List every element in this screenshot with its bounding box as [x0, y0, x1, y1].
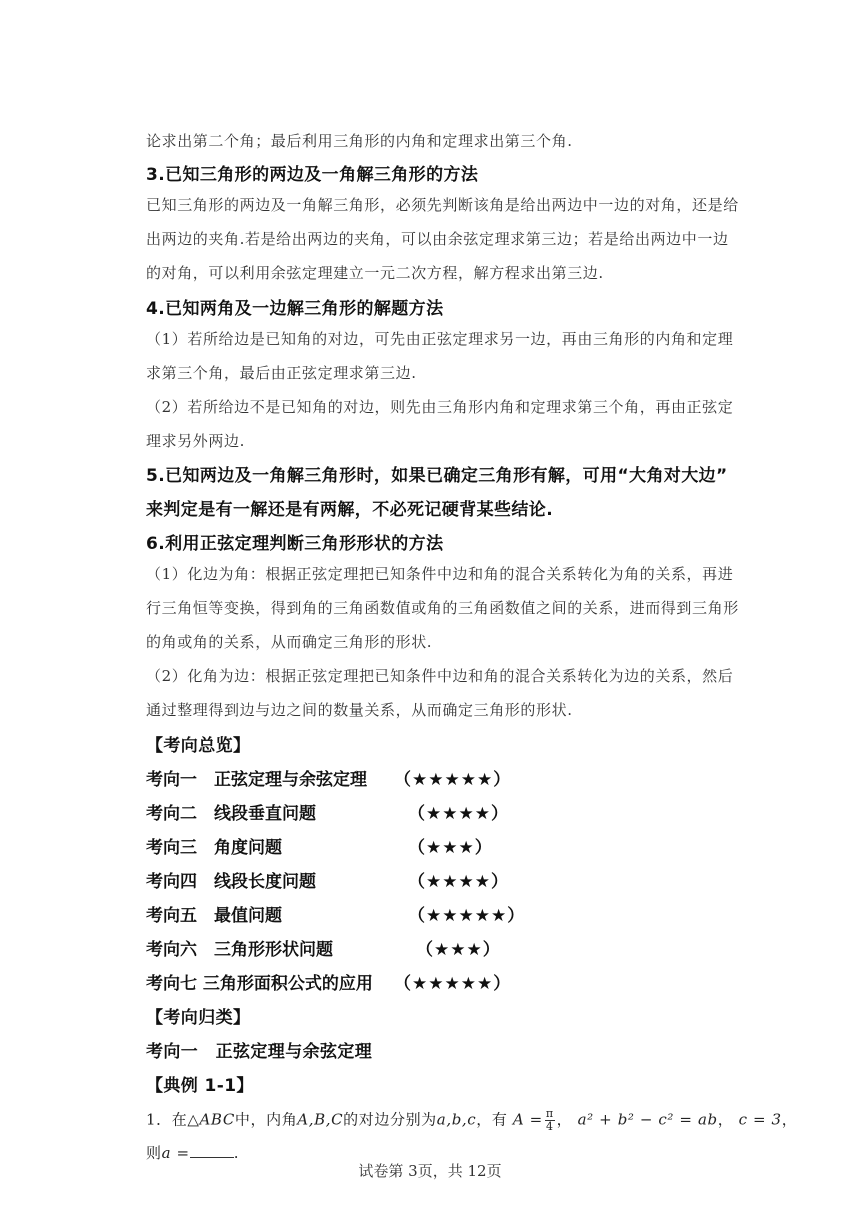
- overview-item: [146, 799, 746, 823]
- sec6-p1-line-1: （1）化边为角：根据正弦定理把已知条件中边和角的混合关系转化为角的关系，再进: [146, 565, 734, 583]
- overview-item: [146, 935, 746, 959]
- section-4-title: 4.已知两角及一边解三角形的解题方法: [146, 299, 444, 319]
- classify-heading: 【考向归类】: [146, 1008, 251, 1028]
- problem-prefix: 1．在: [146, 1110, 188, 1129]
- pi-over-four-fraction: [545, 1108, 555, 1133]
- section-5-line-2: 来判定是有一解还是有两解，不必死记硬背某些结论.: [146, 500, 554, 520]
- overview-item-name: 考向四 线段长度问题: [146, 872, 316, 892]
- overview-item: [146, 969, 746, 993]
- overview-item-stars: （★★★★★）: [394, 974, 512, 994]
- section-6-title: 6.利用正弦定理判断三角形形状的方法: [146, 534, 444, 554]
- overview-item-stars: （★★★★★）: [394, 770, 512, 790]
- angle-a-equation: A =: [512, 1110, 543, 1129]
- fraction-numerator: π: [545, 1107, 554, 1120]
- problem-end: .: [233, 1144, 240, 1162]
- triangle-abc: △ABC: [187, 1110, 235, 1129]
- angles-abc: A,B,C: [297, 1110, 344, 1129]
- overview-item-stars: （★★★★）: [408, 872, 509, 892]
- sec3-line-3: 的对角，可以利用余弦定理建立一元二次方程，解方程求出第三边.: [146, 264, 604, 282]
- overview-item-stars: （★★★★★）: [408, 906, 526, 926]
- overview-item-name: 考向五 最值问题: [146, 906, 282, 926]
- overview-item: [146, 765, 746, 789]
- sec4-p1-line-1: （1）若所给边是已知角的对边，可先由正弦定理求另一边，再由三角形的内角和定理: [146, 330, 734, 348]
- side-c-equation: c = 3: [738, 1110, 782, 1129]
- overview-item-name: 考向六 三角形形状问题: [146, 940, 333, 960]
- overview-item: [146, 833, 746, 857]
- overview-item-stars: （★★★）: [408, 838, 493, 858]
- problem-line-1: 1．在△ABC中，内角A,B,C的对边分别为a,b,c，有 A = $\frac{\pi}{4}$ ， a² + b² − c² = ab， c = 3，: [146, 1107, 798, 1133]
- classify-subheading: 考向一 正弦定理与余弦定理: [146, 1042, 373, 1062]
- sec3-line-2: 出两边的夹角.若是给出两边的夹角，可以由余弦定理求第三边；若是给出两边中一边: [146, 230, 729, 248]
- page-footer: 试卷第 3页，共 12页: [358, 1162, 502, 1180]
- sec4-p2-line-1: （2）若所给边不是已知角的对边，则先由三角形内角和定理求第三个角，再由正弦定: [146, 398, 734, 416]
- sides-abc: a,b,c: [436, 1110, 477, 1129]
- section-5-line-1: 5.已知两边及一角解三角形时，如果已确定三角形有解，可用“大角对大边”: [146, 466, 728, 486]
- problem-text-3: ，有: [476, 1110, 508, 1129]
- overview-item-name: 考向一 正弦定理与余弦定理: [146, 770, 367, 790]
- answer-blank[interactable]: [190, 1143, 234, 1158]
- sec3-line-1: 已知三角形的两边及一角解三角形，必须先判断该角是给出两边中一边的对角，还是给: [146, 196, 739, 214]
- sec6-p2-line-2: 通过整理得到边与边之间的数量关系，从而确定三角形的形状.: [146, 701, 573, 719]
- overview-heading: 【考向总览】: [146, 736, 251, 756]
- sec4-p1-line-2: 求第三个角，最后由正弦定理求第三边.: [146, 364, 417, 382]
- fraction-denominator: 4: [545, 1120, 554, 1133]
- overview-item-name: 考向三 角度问题: [146, 838, 282, 858]
- sec6-p1-line-2: 行三角恒等变换，得到角的三角函数值或角的三角函数值之间的关系，进而得到三角形: [146, 599, 739, 617]
- overview-item: [146, 901, 746, 925]
- sec6-p2-line-1: （2）化角为边：根据正弦定理把已知条件中边和角的混合关系转化为边的关系，然后: [146, 667, 734, 685]
- sec4-p2-line-2: 理求另外两边.: [146, 432, 245, 450]
- top-continuation-line: 论求出第二个角；最后利用三角形的内角和定理求出第三个角.: [146, 132, 573, 150]
- problem-text-2: 的对边分别为: [343, 1110, 437, 1129]
- problem-text-1: 中，内角: [234, 1110, 298, 1129]
- overview-item: [146, 867, 746, 891]
- overview-item-stars: （★★★）: [416, 940, 501, 960]
- problem-then: 则: [146, 1144, 162, 1162]
- example-label: 【典例 1-1】: [146, 1076, 254, 1096]
- cosine-equation: a² + b² − c² = ab: [577, 1110, 718, 1129]
- overview-item-stars: （★★★★）: [408, 804, 509, 824]
- sec6-p1-line-3: 的角或角的关系，从而确定三角形的形状.: [146, 633, 433, 651]
- section-3-title: 3.已知三角形的两边及一角解三角形的方法: [146, 165, 479, 185]
- answer-a-label: a =: [161, 1144, 190, 1162]
- overview-item-name: 考向二 线段垂直问题: [146, 804, 316, 824]
- overview-item-name: 考向七 三角形面积公式的应用: [146, 974, 373, 994]
